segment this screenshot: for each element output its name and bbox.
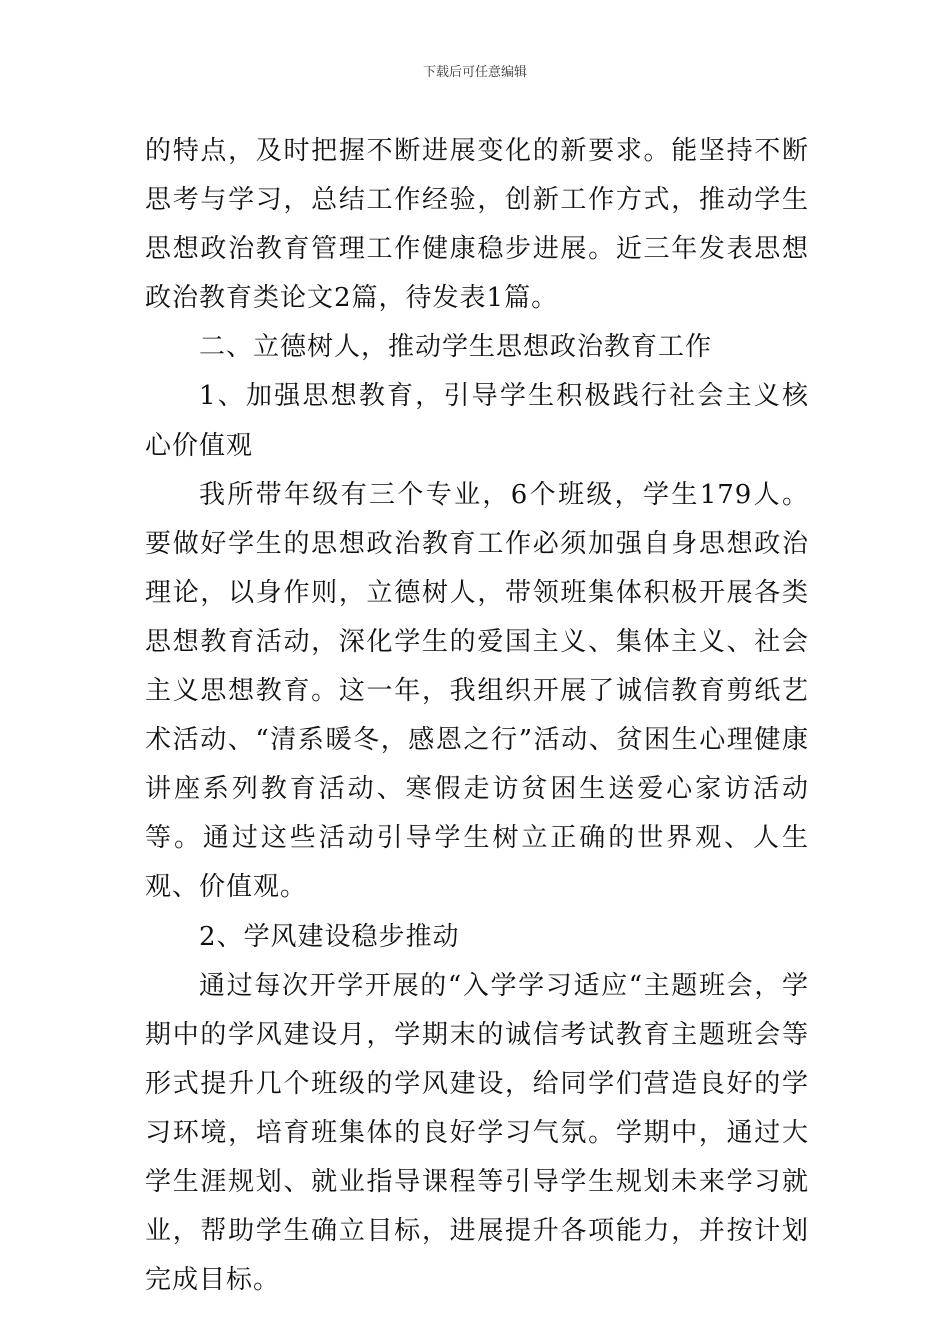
page-header: 下载后可任意编辑	[422, 65, 527, 80]
subsection-heading: 1、加强思想教育，引导学生积极践行社会主义核心价值观	[145, 381, 809, 461]
paragraph-continuation: 的特点，及时把握不断进展变化的新要求。能坚持不断思考与学习，总结工作经验，创新工作方式，推动学生思想政治教育管理工作健康稳步进展。近三年发表思想政治教育类论文2篇，待发表1篇。	[145, 136, 809, 314]
paragraph: 通过每次开学开展的“入学学习适应“主题班会，学期中的学风建设月，学期末的诚信考试教育主题班会等形式提升几个班级的学风建设，给同学们营造良好的学习环境，培育班集体的良好学习气氛。学期中，通过大学生涯规划、就业指导课程等引导学生规划未来学习就业，帮助学生确立目标，进展提升各项能力，并按计划完成目标。	[145, 970, 809, 1296]
subsection-heading: 2、学风建设稳步推动	[199, 921, 460, 952]
section-heading: 二、立德树人，推动学生思想政治教育工作	[199, 332, 713, 363]
paragraph: 我所带年级有三个专业，6个班级，学生179人。要做好学生的思想政治教育工作必须加强自身思想政治理论，以身作则，立德树人，带领班集体积极开展各类思想教育活动，深化学生的爱国主义、集体主义、社会主义思想教育。这一年，我组织开展了诚信教育剪纸艺术活动、“清系暖冬，感恩之行”活动、贫困生心理健康讲座系列教育活动、寒假走访贫困生送爱心家访活动等。通过这些活动引导学生树立正确的世界观、人生观、价值观。	[145, 479, 809, 903]
document-body	[145, 127, 809, 1305]
